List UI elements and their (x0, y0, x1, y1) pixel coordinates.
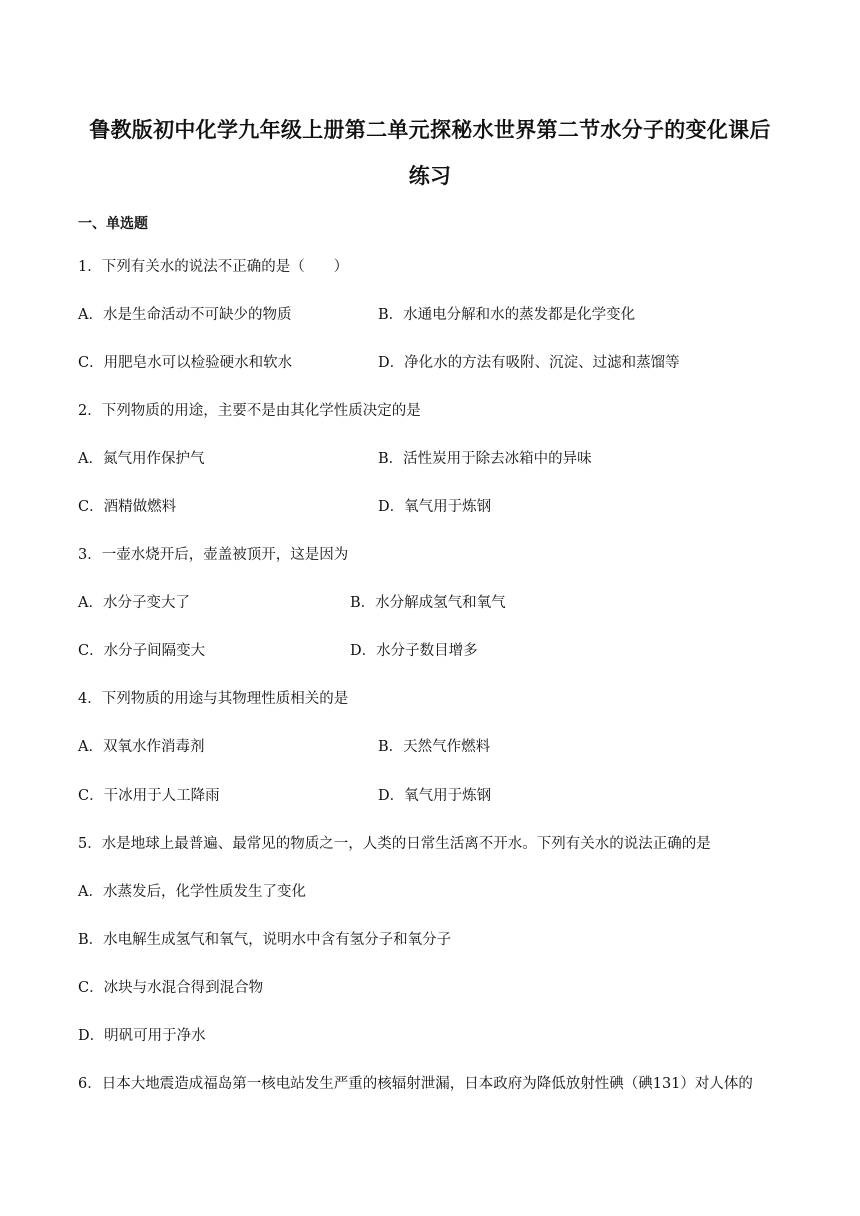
question-1-option-c: C．用肥皂水可以检验硬水和软水 (78, 355, 293, 371)
question-2-option-b: B．活性炭用于除去冰箱中的异味 (378, 451, 592, 467)
question-2-option-a: A．氮气用作保护气 (78, 451, 205, 467)
question-2-option-c: C．酒精做燃料 (78, 499, 177, 515)
question-1-option-d: D．净化水的方法有吸附、沉淀、过滤和蒸馏等 (378, 355, 680, 371)
question-3-option-c: C．水分子间隔变大 (78, 643, 206, 659)
question-3-stem: 3．一壶水烧开后，壶盖被顶开，这是因为 (78, 547, 349, 563)
question-4-option-c: C．干冰用于人工降雨 (78, 788, 220, 804)
question-6-stem: 6．日本大地震造成福岛第一核电站发生严重的核辐射泄漏，日本政府为降低放射性碘（碘131）对人体的 (78, 1076, 753, 1092)
question-4-option-b: B．天然气作燃料 (378, 739, 491, 755)
question-5-stem: 5．水是地球上最普遍、最常见的物质之一，人类的日常生活离不开水。下列有关水的说法正确的是 (78, 836, 711, 852)
question-1-option-b: B．水通电分解和水的蒸发都是化学变化 (378, 307, 636, 323)
question-3-option-a: A．水分子变大了 (78, 595, 190, 611)
question-5-option-c: C．冰块与水混合得到混合物 (78, 980, 264, 996)
question-4-option-d: D．氧气用于炼钢 (378, 788, 492, 804)
question-3-option-d: D．水分子数目增多 (350, 643, 478, 659)
document-title-line-1: 鲁教版初中化学九年级上册第二单元探秘水世界第二节水分子的变化课后 (89, 118, 771, 142)
question-1-stem: 1．下列有关水的说法不正确的是（ ） (78, 259, 349, 275)
question-5-option-d: D．明矾可用于净水 (78, 1028, 206, 1044)
question-4-option-a: A．双氧水作消毒剂 (78, 739, 205, 755)
question-2-stem: 2．下列物质的用途，主要不是由其化学性质决定的是 (78, 403, 421, 419)
question-3-option-b: B．水分解成氢气和氧气 (350, 595, 506, 611)
question-5-option-b: B．水电解生成氢气和氧气，说明水中含有氢分子和氧分子 (78, 932, 452, 948)
question-1-option-a: A．水是生命活动不可缺少的物质 (78, 307, 292, 323)
section-heading: 一、单选题 (78, 216, 148, 232)
question-2-option-d: D．氧气用于炼钢 (378, 499, 492, 515)
question-5-option-a: A．水蒸发后，化学性质发生了变化 (78, 884, 306, 900)
question-4-stem: 4．下列物质的用途与其物理性质相关的是 (78, 691, 349, 707)
document-title-line-2: 练习 (408, 164, 452, 188)
